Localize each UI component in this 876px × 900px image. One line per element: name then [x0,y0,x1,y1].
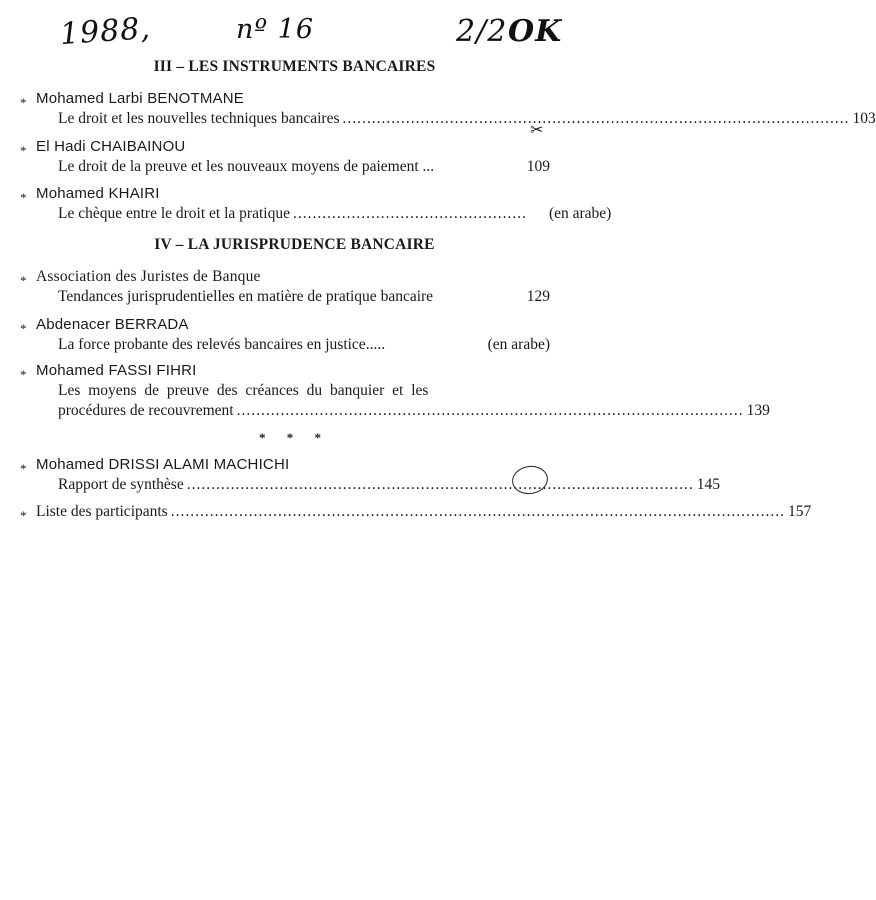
toc-line [58,158,550,176]
entry-author: Mohamed FASSI FIHRI [36,362,197,379]
entry-author: Mohamed DRISSI ALAMI MACHICHI [36,456,290,473]
entry-author: El Hadi CHAIBAINOU [36,138,186,155]
page-number: 145 [696,476,720,493]
handwritten-issue-number: nº 16 [236,14,315,45]
entry-author: Mohamed KHAIRI [36,185,160,202]
page-number: 129 [526,288,550,305]
section-title-jurisprudence: IV – LA JURISPRUDENCE BANCAIRE [154,236,435,253]
toc-line [36,503,812,521]
entry-author: Abdenacer BERRADA [36,316,189,333]
toc-line [58,336,550,354]
leader-dots: ........................................................................................................ [342,110,850,127]
entry-title: Rapport de synthèse [58,476,184,493]
section-title-instruments: III – LES INSTRUMENTS BANCAIRES [153,58,436,75]
entry-title: La force probante des relevés bancaires en justice..... [58,336,386,353]
page-number: (en arabe) [548,205,612,222]
bullet-icon: * [20,461,27,476]
page-number: (en arabe) [487,336,550,353]
entry-title: Les moyens de preuve des créances du banquier et les [58,382,429,399]
entry-title: procédures de recouvrement [58,402,234,419]
bullet-icon: * [20,143,27,158]
page-number: 103 [852,110,876,127]
leader-dots: .............................................................................................................................. [170,503,785,520]
entry-author: Association des Juristes de Banque [36,268,261,285]
toc-line [58,382,520,400]
bullet-icon: * [20,321,27,336]
entry-title: Liste des participants [36,503,168,520]
margin-mark-icon: ✂ [530,122,544,139]
bullet-icon: * [20,508,27,523]
toc-line [58,288,550,306]
leader-dots: ........................................................................................................ [186,476,694,493]
section-separator: * * * [259,430,330,445]
entry-title: Le droit de la preuve et les nouveaux moyens de paiement ... [58,158,435,175]
page-number: 139 [746,402,770,419]
page-number: 157 [787,503,812,520]
toc-line [58,402,770,420]
entry-author: Mohamed Larbi BENOTMANE [36,90,245,107]
entry-title: Le chèque entre le droit et la pratique [58,205,290,222]
handwritten-page-count: 2/2 [456,14,508,49]
bullet-icon: * [20,190,27,205]
bullet-icon: * [20,273,27,288]
page-number: 109 [526,158,550,175]
handwritten-ok: OK [508,14,563,49]
entry-title: Le droit et les nouvelles techniques bancaires [58,110,340,127]
toc-line [58,476,720,494]
bullet-icon: * [20,367,27,382]
toc-line [58,205,612,223]
entry-title: Tendances jurisprudentielles en matière de pratique bancaire [58,288,434,305]
leader-dots: ................................................ [292,205,527,222]
bullet-icon: * [20,95,27,110]
leader-dots: ........................................................................................................ [236,402,744,419]
handwritten-year: 1988, [58,10,153,53]
toc-line [58,110,876,128]
